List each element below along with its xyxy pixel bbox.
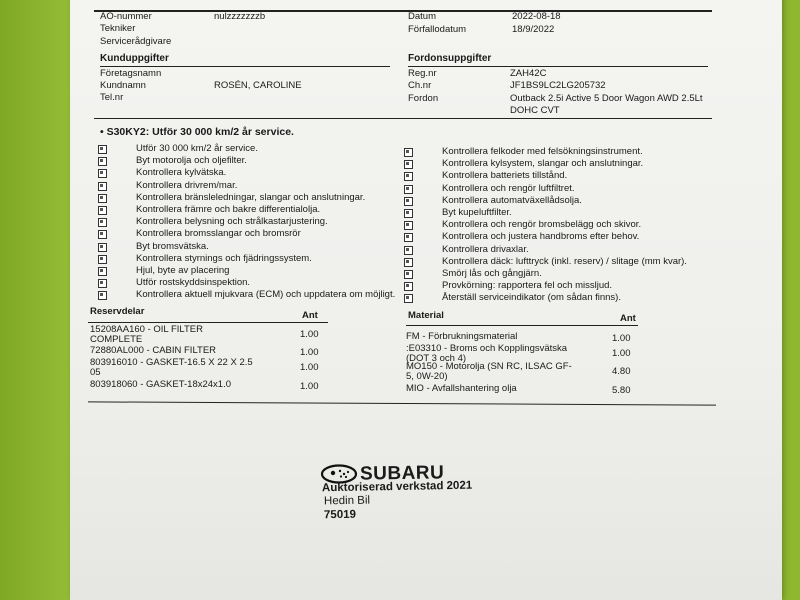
- checklist-item: Kontrollera bromsslangar och bromsrör: [136, 228, 301, 240]
- row-name: MO150 - Motorolja (SN RC, ILSAC GF-: [406, 361, 572, 372]
- divider: [94, 10, 712, 12]
- checkbox-icon: [404, 282, 413, 291]
- checklist-item: Kontrollera och rengör bromsbelägg och skivor.: [442, 219, 642, 231]
- checkbox-icon: [98, 291, 107, 300]
- checkbox-icon: [98, 218, 107, 227]
- row-name: 15208AA160 - OIL FILTER: [90, 324, 204, 335]
- ao-number-value: nulzzzzzzzb: [214, 11, 266, 22]
- row-quantity: 1.00: [300, 381, 319, 392]
- row-name-line2: COMPLETE: [90, 334, 143, 345]
- row-name: :E03310 - Broms och Kopplingsvätska: [406, 343, 568, 354]
- stamp-line2: Hedin Bil: [323, 494, 371, 508]
- date-label: Datum: [408, 11, 436, 22]
- checklist-item: Utför 30 000 km/2 år service.: [136, 143, 258, 154]
- checklist-item: Kontrollera däck: lufttryck (inkl. reserv) / slitage (mm kvar).: [442, 255, 687, 267]
- checklist-item: Kontrollera drivrem/mar.: [136, 179, 238, 191]
- checklist-item: Byt bromsvätska.: [136, 240, 209, 252]
- material-heading: Material: [408, 310, 444, 321]
- stamp-line3: 75019: [323, 508, 357, 522]
- reg-value: ZAH42C: [510, 68, 547, 79]
- checklist-item: Kontrollera kylvätska.: [136, 167, 227, 179]
- checkbox-icon: [404, 258, 413, 267]
- row-name: FM - Förbrukningsmaterial: [406, 331, 518, 342]
- parts-heading: Reservdelar: [90, 306, 145, 317]
- checkbox-icon: [98, 182, 107, 191]
- parts-ant-label: Ant: [302, 310, 318, 321]
- row-quantity: 5.80: [612, 385, 631, 396]
- technician-label: Tekniker: [100, 23, 136, 34]
- checkbox-icon: [98, 206, 107, 215]
- checklist-item: Kontrollera bränsleledningar, slangar och anslutningar.: [136, 191, 366, 203]
- checkbox-icon: [98, 230, 107, 239]
- checklist-item: Kontrollera drivaxlar.: [442, 243, 529, 255]
- stamp-line1: Auktoriserad verkstad 2021: [321, 479, 473, 495]
- row-name: 72880AL000 - CABIN FILTER: [90, 345, 217, 356]
- checkbox-icon: [404, 185, 413, 194]
- vehicle-label: Fordon: [408, 93, 439, 104]
- checklist-item: Kontrollera belysning och strålkastarjustering.: [136, 216, 328, 228]
- row-quantity: 1.00: [300, 329, 319, 340]
- company-label: Företagsnamn: [100, 68, 162, 79]
- checkbox-icon: [404, 221, 413, 230]
- checklist-item: Provkörning: rapportera fel och missljud.: [442, 280, 613, 292]
- row-name: 803918060 - GASKET-18x24x1.0: [90, 379, 232, 390]
- customer-name-value: ROSÉN, CAROLINE: [214, 80, 302, 91]
- customer-heading: Kunduppgifter: [100, 53, 169, 64]
- checklist-item: Kontrollera och justera handbroms efter behov.: [442, 231, 640, 243]
- checklist-item: Byt motorolja och oljefilter.: [136, 155, 247, 167]
- reg-label: Reg.nr: [408, 68, 437, 79]
- checkbox-icon: [404, 270, 413, 279]
- checklist-item: Kontrollera främre och bakre differentialolja.: [136, 204, 321, 215]
- ao-number-label: AO-nummer: [100, 11, 152, 22]
- checklist-item: Kontrollera och rengör luftfiltret.: [442, 182, 575, 194]
- checklist-item: Utför rostskyddsinspektion.: [136, 277, 251, 289]
- checklist-item: Kontrollera felkoder med felsökningsinstrument.: [442, 146, 643, 157]
- checkbox-icon: [404, 294, 413, 303]
- divider: [100, 66, 390, 67]
- material-ant-label: Ant: [620, 313, 636, 324]
- divider: [88, 322, 328, 323]
- work-order-document: [70, 0, 782, 600]
- due-date-value: 18/9/2022: [512, 24, 555, 35]
- stamp-brand: SUBARU: [359, 462, 445, 485]
- row-quantity: 1.00: [300, 347, 319, 358]
- divider: [88, 401, 716, 405]
- checklist-item: Kontrollera automatväxellådsolja.: [442, 194, 582, 206]
- checklist-item: Kontrollera batteriets tillstånd.: [442, 170, 568, 182]
- checklist-item: Kontrollera aktuell mjukvara (ECM) och uppdatera om möjligt.: [136, 289, 396, 301]
- checklist-item: Kontrollera styrnings och fjädringssystem.: [136, 252, 312, 264]
- service-heading-text: S30KY2: Utför 30 000 km/2 år service.: [106, 126, 294, 138]
- checkbox-icon: [404, 160, 413, 169]
- divider: [408, 66, 708, 67]
- checkbox-icon: [404, 246, 413, 255]
- checkbox-icon: [98, 169, 107, 178]
- checkbox-icon: [98, 145, 107, 154]
- row-name-line2: 5, 0W-20): [406, 371, 448, 382]
- due-date-label: Förfallodatum: [408, 24, 467, 35]
- row-name-line2: (DOT 3 och 4): [406, 353, 467, 364]
- chassis-value: JF1BS9LC2LG205732: [510, 80, 606, 91]
- date-value: 2022-08-18: [512, 11, 561, 22]
- row-quantity: 4.80: [612, 366, 631, 377]
- checkbox-icon: [98, 255, 107, 264]
- row-name: MIO - Avfallshantering olja: [406, 383, 517, 394]
- checklist-item: Kontrollera kylsystem, slangar och anslutningar.: [442, 158, 644, 170]
- checklist-item: Smörj lås och gångjärn.: [442, 268, 542, 279]
- checkbox-icon: [98, 157, 107, 166]
- checkbox-icon: [98, 267, 107, 276]
- row-quantity: 1.00: [612, 348, 631, 359]
- divider: [406, 325, 638, 326]
- checkbox-icon: [404, 197, 413, 206]
- service-heading: • S30KY2: Utför 30 000 km/2 år service.: [100, 126, 294, 138]
- checklist-item: Hjul, byte av placering: [136, 265, 230, 276]
- row-quantity: 1.00: [300, 362, 319, 373]
- vehicle-value-line2: DOHC CVT: [510, 105, 560, 116]
- checkbox-icon: [98, 194, 107, 203]
- customer-name-label: Kundnamn: [100, 80, 146, 91]
- checkbox-icon: [98, 279, 107, 288]
- row-quantity: 1.00: [612, 333, 631, 344]
- checkbox-icon: [404, 148, 413, 157]
- phone-label: Tel.nr: [100, 92, 124, 103]
- chassis-label: Ch.nr: [408, 80, 432, 91]
- row-name: 803916010 - GASKET-16.5 X 22 X 2.5: [90, 357, 253, 368]
- checkbox-icon: [404, 233, 413, 242]
- vehicle-value: Outback 2.5i Active 5 Door Wagon AWD 2.5Lt: [510, 93, 703, 104]
- checkbox-icon: [404, 172, 413, 181]
- row-name-line2: 05: [90, 367, 101, 378]
- service-advisor-label: Servicerådgivare: [100, 36, 172, 47]
- checklist-item: Återställ serviceindikator (om sådan finns).: [442, 292, 621, 304]
- checkbox-icon: [98, 243, 107, 252]
- checkbox-icon: [404, 209, 413, 218]
- divider: [94, 118, 712, 119]
- checklist-item: Byt kupeluftfilter.: [442, 207, 512, 218]
- vehicle-heading: Fordonsuppgifter: [408, 53, 492, 64]
